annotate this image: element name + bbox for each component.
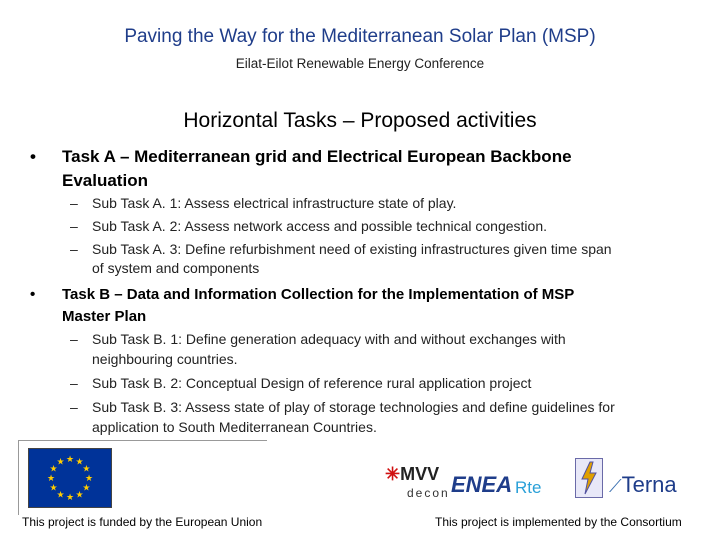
bullet-task-b-line1: Task B – Data and Information Collection for the Implementation of MSP	[62, 286, 575, 303]
bullet-marker: •	[30, 147, 36, 166]
eu-star-icon: ★	[49, 482, 58, 493]
eu-star-icon: ★	[65, 454, 75, 464]
terna-logo-text: Terna	[621, 472, 677, 497]
presentation-title: Paving the Way for the Mediterranean Solar Plan (MSP)	[124, 26, 596, 47]
bullet-task-a	[30, 145, 702, 193]
lightning-logo-icon	[575, 458, 603, 498]
rte-logo-icon	[515, 478, 541, 498]
eu-star-icon: ★	[82, 463, 91, 474]
eu-stars-icon	[29, 449, 111, 507]
bullet-task-b-line2: Master Plan	[62, 308, 147, 325]
eu-flag-icon	[28, 448, 112, 508]
subtask-a1	[70, 193, 702, 214]
subtask-b2	[70, 373, 702, 394]
dash-marker: –	[70, 399, 78, 415]
eu-star-icon: ★	[75, 456, 84, 467]
subtask-a3-text-line2: of system and components	[92, 260, 260, 276]
subtask-a2-text: Sub Task A. 2: Assess network access and possible technical congestion.	[92, 218, 547, 234]
rte-logo-text: Rte	[515, 478, 542, 497]
mvv-star: ✳	[385, 464, 401, 484]
eu-star-icon: ★	[49, 463, 58, 474]
subtask-b3-text-line1: Sub Task B. 3: Assess state of play of storage technologies and define guidelines for	[92, 399, 615, 415]
subtask-b1-text-line1: Sub Task B. 1: Define generation adequacy with and without exchanges with	[92, 331, 566, 347]
subtask-b3-text-line2: application to South Mediterranean Countries.	[92, 419, 377, 435]
footer-funded-by: This project is funded by the European Union	[22, 515, 263, 529]
subtask-a1-text: Sub Task A. 1: Assess electrical infrastructure state of play.	[92, 195, 457, 211]
mvv-logo-text: MVV	[400, 464, 440, 484]
dash-marker: –	[70, 331, 78, 347]
subtask-b1	[70, 329, 702, 370]
bullet-marker: •	[30, 286, 36, 303]
eu-star-icon: ★	[56, 489, 65, 500]
eu-star-icon: ★	[65, 492, 75, 502]
footer-implemented-by: This project is implemented by the Consortium	[435, 515, 682, 529]
subtask-a2	[70, 216, 702, 237]
subtask-b1-text-line2: neighbouring countries.	[92, 351, 238, 367]
eu-star-icon: ★	[75, 489, 84, 500]
terna-mark: ⟋	[609, 476, 622, 496]
mvv-logo-icon	[385, 464, 439, 485]
eu-star-icon: ★	[46, 473, 56, 483]
bullet-task-a-line1: Task A – Mediterranean grid and Electrical European Backbone	[62, 147, 572, 166]
bullet-task-a-line2: Evaluation	[62, 171, 148, 190]
bullet-task-b	[30, 283, 712, 329]
dash-marker: –	[70, 241, 78, 257]
eu-star-icon: ★	[84, 473, 94, 483]
dash-marker: –	[70, 195, 78, 211]
slide-title: Horizontal Tasks – Proposed activities	[183, 109, 537, 132]
enea-logo-text: ENEA	[451, 472, 513, 497]
decon-logo-text: decon	[407, 486, 450, 500]
enea-logo-icon	[451, 472, 512, 498]
subtask-a3	[70, 239, 712, 279]
conference-subtitle: Eilat-Eilot Renewable Energy Conference	[235, 56, 485, 71]
terna-logo-icon	[609, 472, 677, 498]
eu-star-icon: ★	[56, 456, 65, 467]
dash-marker: –	[70, 375, 78, 391]
eu-star-icon: ★	[82, 482, 91, 493]
subtask-b2-text: Sub Task B. 2: Conceptual Design of reference rural application project	[92, 375, 532, 391]
subtask-a3-text-line1: Sub Task A. 3: Define refurbishment need of existing infrastructures given time span	[92, 241, 612, 257]
dash-marker: –	[70, 218, 78, 234]
consortium-logos	[385, 458, 695, 508]
subtask-b3	[70, 397, 712, 438]
